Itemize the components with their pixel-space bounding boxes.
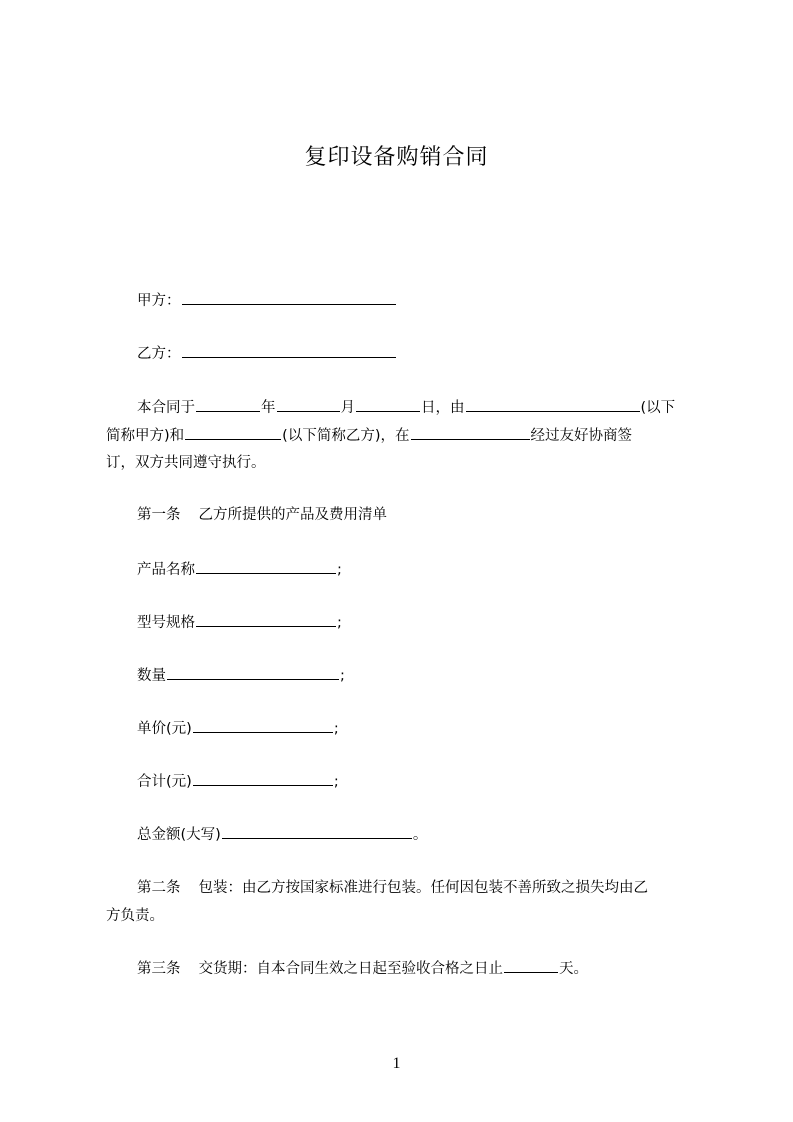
- intro-text-2b: (以下简称乙方)，在: [282, 428, 410, 444]
- year-label: 年: [261, 400, 276, 416]
- item-product-name: [137, 559, 342, 580]
- article1-title: 乙方所提供的产品及费用清单: [198, 507, 387, 523]
- party-a-label: 甲方：: [137, 293, 181, 309]
- article1-number: 第一条: [137, 507, 181, 523]
- item-end: ;: [337, 562, 342, 578]
- month-blank[interactable]: [277, 397, 340, 412]
- article3-line: [137, 958, 588, 979]
- party-a-line: [137, 290, 397, 311]
- party-b-blank[interactable]: [182, 343, 396, 358]
- item-model-spec: [137, 612, 342, 633]
- quantity-blank[interactable]: [167, 665, 339, 680]
- item-end: ;: [333, 721, 339, 737]
- item-label: 产品名称: [137, 562, 195, 578]
- item-end: ;: [340, 668, 345, 684]
- item-total-amount: [137, 824, 427, 845]
- article2-text: 包装：由乙方按国家标准进行包装。任何因包装不善所致之损失均由乙: [198, 880, 648, 896]
- item-end: 。: [412, 827, 428, 843]
- party-a-name-blank[interactable]: [466, 397, 640, 412]
- party-a-blank[interactable]: [182, 290, 396, 305]
- total-amount-blank[interactable]: [222, 824, 412, 839]
- page-title: 复印设备购销合同: [304, 145, 489, 170]
- day-label: 日，由: [421, 400, 465, 416]
- day-blank[interactable]: [356, 397, 420, 412]
- article3-text: 交货期：自本合同生效之日起至验收合格之日止: [198, 961, 503, 977]
- intro-line-1: [137, 397, 675, 418]
- model-spec-blank[interactable]: [196, 612, 336, 627]
- item-label: 数量: [137, 668, 166, 684]
- subtotal-blank[interactable]: [193, 771, 333, 786]
- article3-end: 天。: [559, 961, 588, 977]
- article1-heading: [137, 505, 387, 525]
- intro-line-3: 订，双方共同遵守执行。: [106, 455, 266, 471]
- page-number: 1: [392, 1055, 401, 1072]
- item-subtotal: [137, 771, 339, 792]
- item-end: ;: [337, 615, 342, 631]
- unit-price-blank[interactable]: [193, 718, 333, 733]
- item-quantity: [137, 665, 345, 686]
- article2-number: 第二条: [137, 880, 181, 896]
- intro-text: 本合同于: [137, 400, 195, 416]
- month-label: 月: [340, 400, 355, 416]
- article2-line-2: 方负责。: [106, 908, 164, 924]
- location-blank[interactable]: [411, 425, 530, 440]
- year-blank[interactable]: [196, 397, 260, 412]
- article3-number: 第三条: [137, 961, 181, 977]
- item-label: 型号规格: [137, 615, 195, 631]
- item-unit-price: [137, 718, 339, 739]
- article2-line-1: [137, 878, 648, 898]
- intro-line-2: [106, 425, 632, 446]
- item-label: 单价(元): [137, 721, 192, 737]
- intro-text-2c: 经过友好协商签: [530, 428, 632, 444]
- intro-paren: (以下: [640, 400, 676, 416]
- intro-text-2a: 简称甲方)和: [106, 428, 185, 444]
- product-name-blank[interactable]: [196, 559, 336, 574]
- party-b-name-blank[interactable]: [185, 425, 281, 440]
- item-label: 总金额(大写): [137, 827, 221, 843]
- item-label: 合计(元): [137, 774, 192, 790]
- party-b-line: [137, 343, 397, 364]
- item-end: ;: [333, 774, 339, 790]
- delivery-days-blank[interactable]: [504, 958, 558, 973]
- party-b-label: 乙方：: [137, 346, 181, 362]
